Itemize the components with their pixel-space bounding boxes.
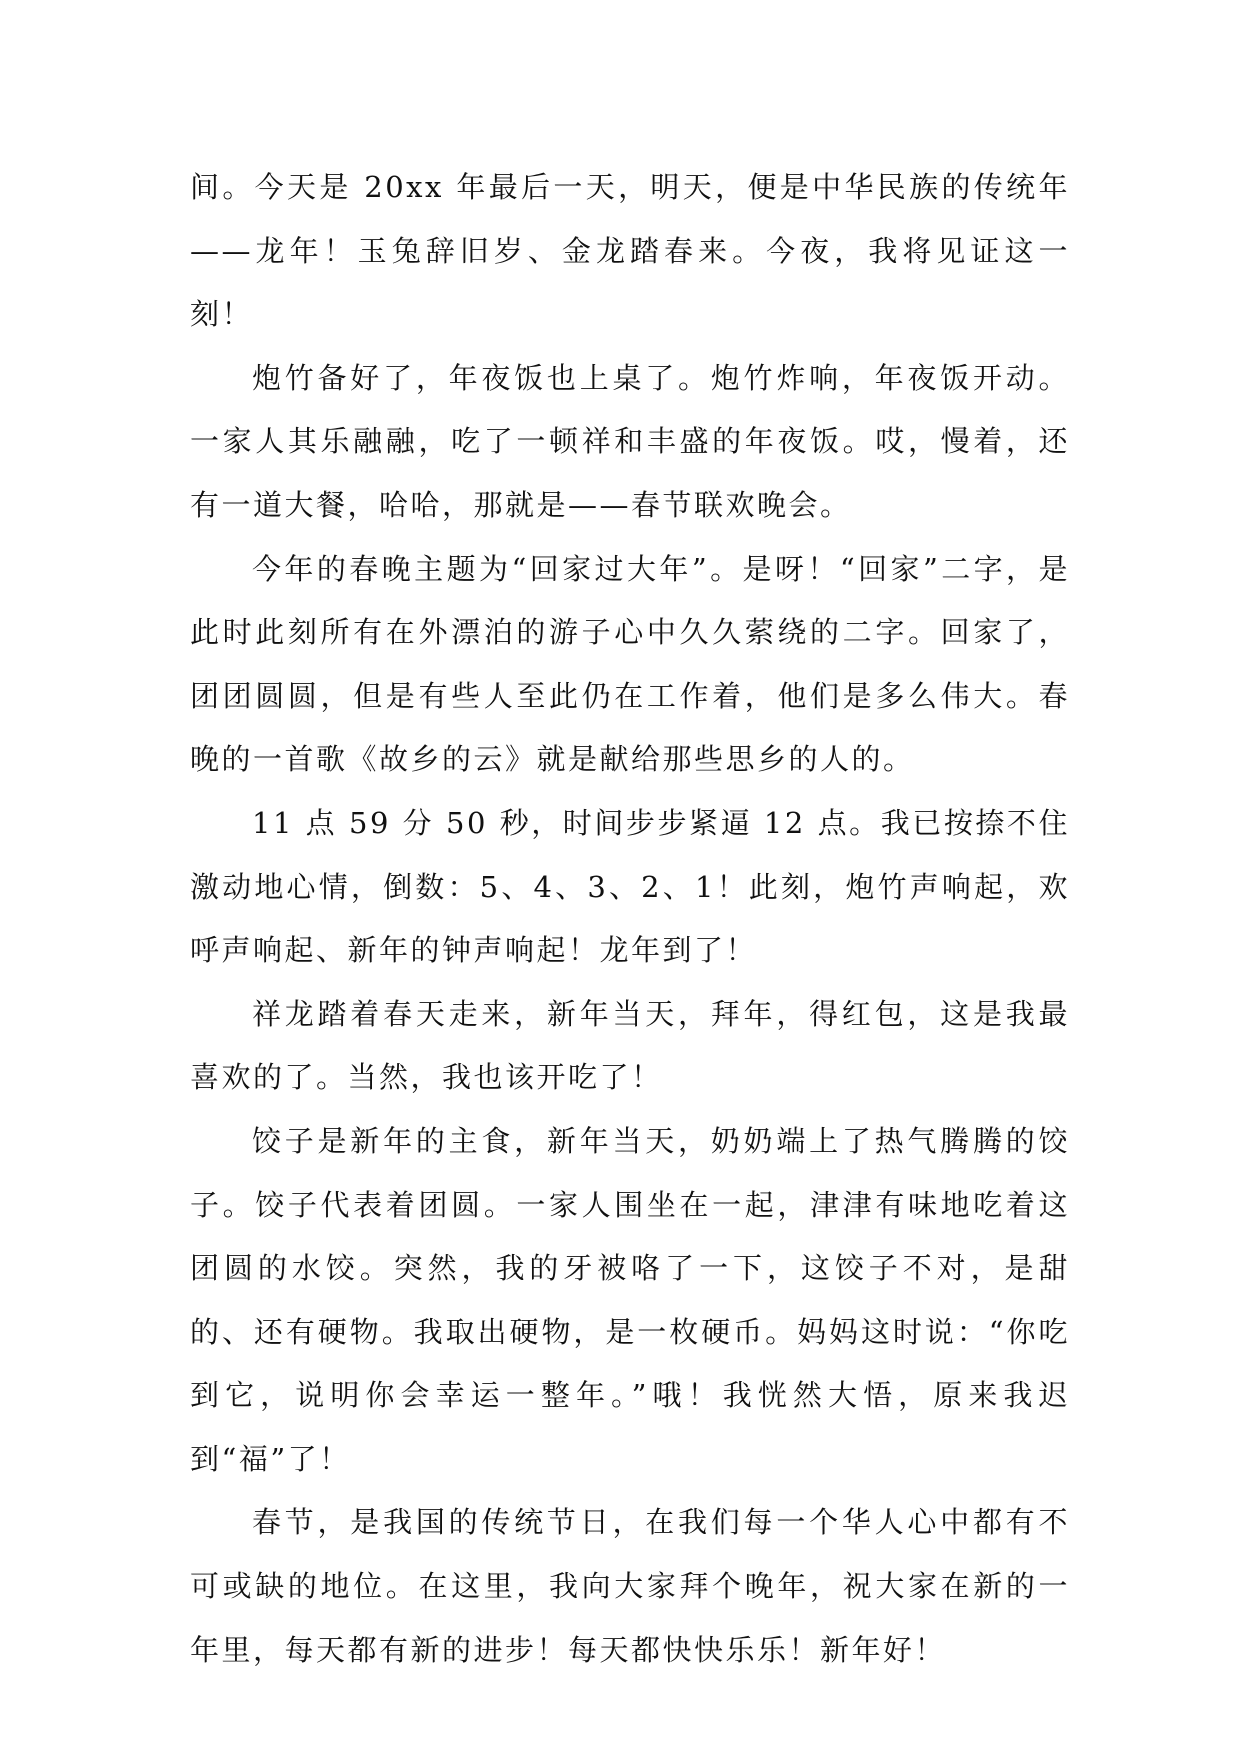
paragraph-gala-theme: 今年的春晚主题为“回家过大年”。是呀！“回家”二字，是此时此刻所有在外漂泊的游子心中久久萦绕的二字。回家了，团团圆圆，但是有些人至此仍在工作着，他们是多么伟大。春晚的一首歌《故乡的云》就是献给那些思乡的人的。 — [190, 551, 1070, 777]
paragraph-dumplings: 饺子是新年的主食，新年当天，奶奶端上了热气腾腾的饺子。饺子代表着团圆。一家人围坐在一起，津津有味地吃着这团圆的水饺。突然，我的牙被咯了一下，这饺子不对，是甜的、还有硬物。我取出硬物，是一枚硬币。妈妈这时说：“你吃到它，说明你会幸运一整年。”哦！我恍然大悟，原来我迟到“福”了！ — [190, 1123, 1070, 1476]
document-body — [190, 156, 1070, 1682]
paragraph-countdown: 11 点 59 分 50 秒，时间步步紧逼 12 点。我已按捺不住激动地心情，倒数：5、4、3、2、1！此刻，炮竹声响起，欢呼声响起、新年的钟声响起！龙年到了！ — [190, 805, 1070, 968]
paragraph-firecrackers: 炮竹备好了，年夜饭也上桌了。炮竹炸响，年夜饭开动。一家人其乐融融，吃了一顿祥和丰盛的年夜饭。哎，慢着，还有一道大餐，哈哈，那就是——春节联欢晚会。 — [190, 360, 1070, 522]
paragraph-continued: 间。今天是 20xx 年最后一天，明天，便是中华民族的传统年——龙年！玉兔辞旧岁、金龙踏春来。今夜，我将见证这一刻！ — [190, 170, 1070, 332]
paragraph-red-envelopes: 祥龙踏着春天走来，新年当天，拜年，得红包，这是我最喜欢的了。当然，我也该开吃了！ — [190, 996, 1070, 1095]
paragraph-greeting: 春节，是我国的传统节日，在我们每一个华人心中都有不可或缺的地位。在这里，我向大家拜个晚年，祝大家在新的一年里，每天都有新的进步！每天都快快乐乐！新年好！ — [190, 1505, 1070, 1667]
